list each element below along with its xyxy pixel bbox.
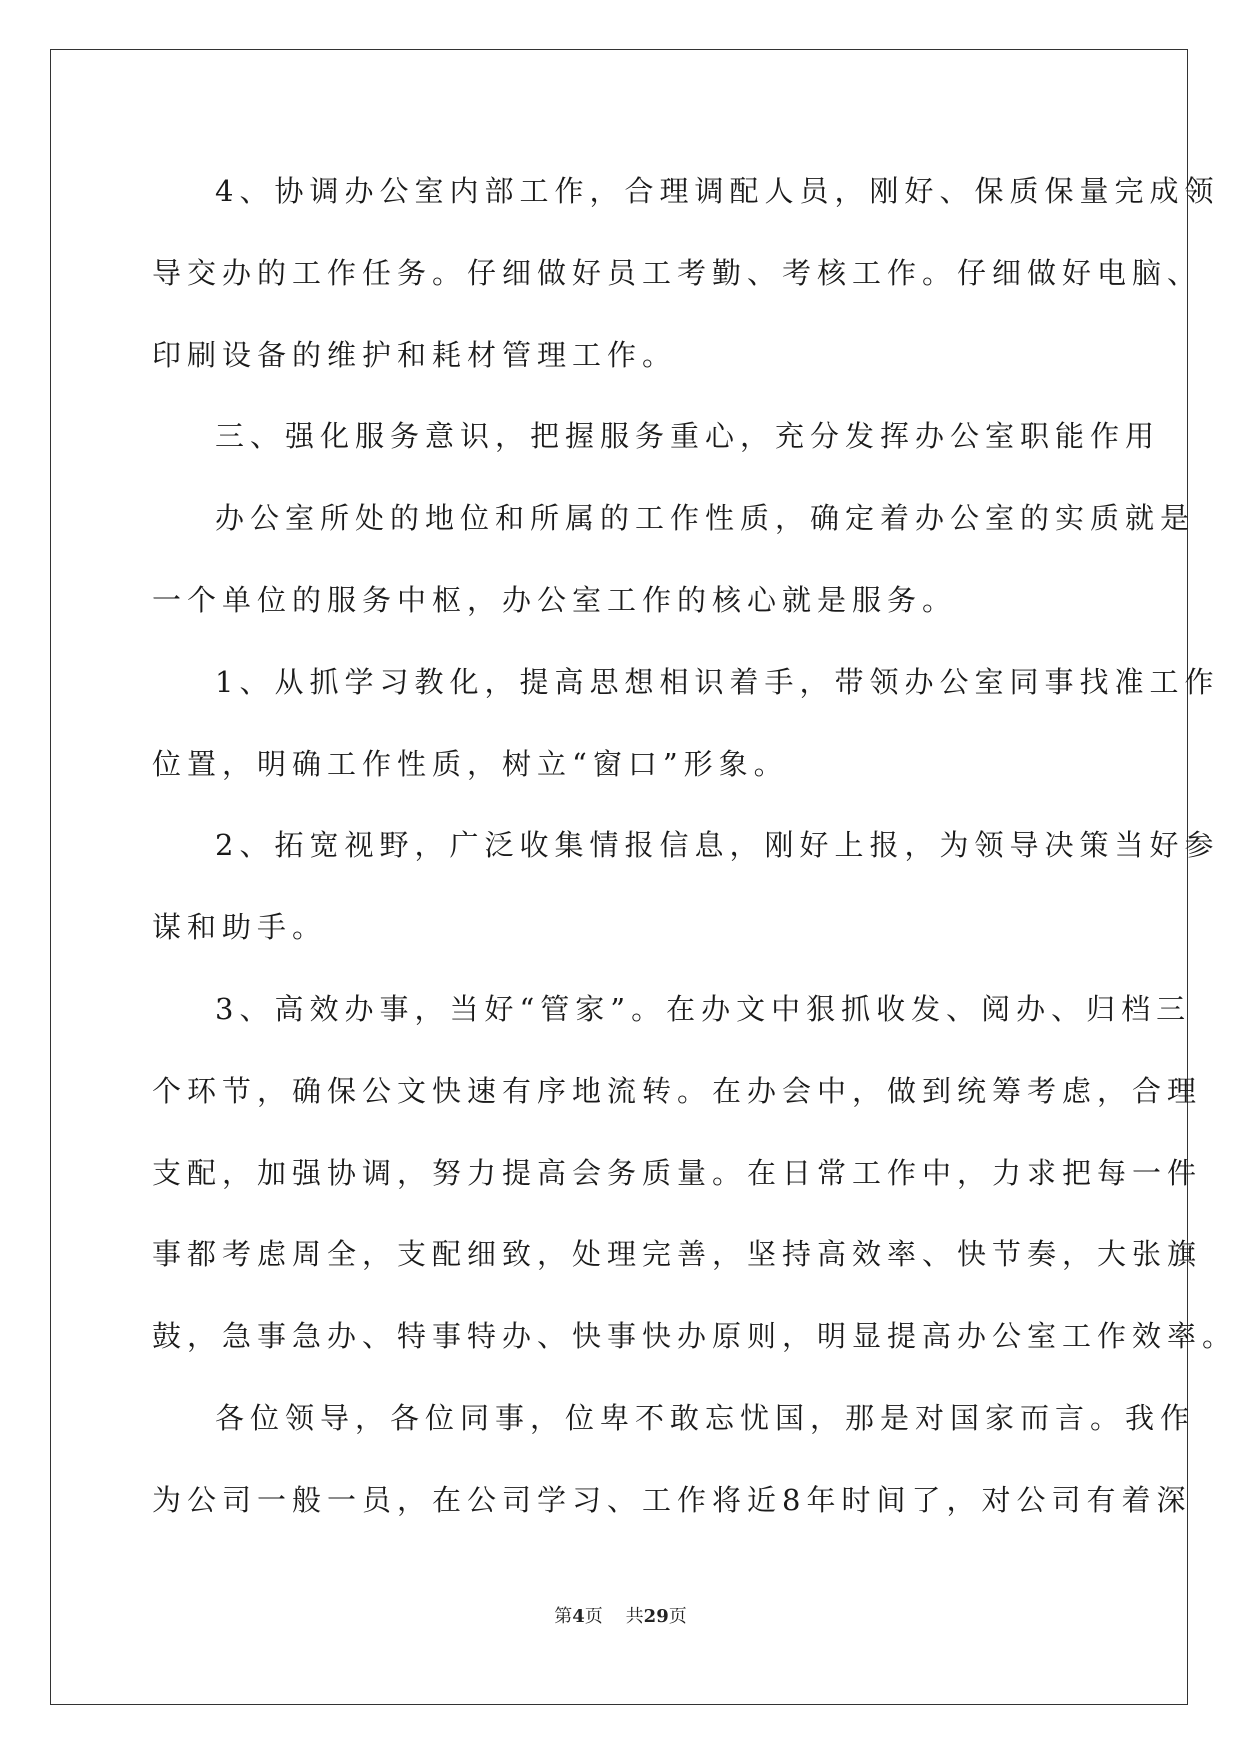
paragraph-line: 1、从抓学习教化，提高思想相识着手，带领办公室同事找准工作 xyxy=(215,664,1220,699)
total-prefix: 共 xyxy=(625,1606,644,1627)
paragraph-line: 一个单位的服务中枢，办公室工作的核心就是服务。 xyxy=(152,582,958,617)
paragraph-line: 为公司一般一员，在公司学习、工作将近8年时间了，对公司有着深 xyxy=(152,1482,1192,1517)
paragraph-line: 谋和助手。 xyxy=(152,910,328,945)
page-number: 4 xyxy=(572,1606,585,1627)
page-prefix: 第 xyxy=(554,1606,573,1627)
paragraph-line: 办公室所处的地位和所属的工作性质，确定着办公室的实质就是 xyxy=(215,501,1196,536)
paragraph-line: 位置，明确工作性质，树立“窗口”形象。 xyxy=(152,746,789,781)
total-pages: 29 xyxy=(643,1606,669,1627)
page-suffix: 页 xyxy=(584,1606,603,1627)
paragraph-line: 事都考虑周全，支配细致，处理完善，坚持高效率、快节奏，大张旗 xyxy=(152,1237,1203,1272)
paragraph-line: 个环节，确保公文快速有序地流转。在办会中，做到统筹考虑，合理 xyxy=(152,1073,1203,1108)
paragraph-line: 支配，加强协调，努力提高会务质量。在日常工作中，力求把每一件 xyxy=(152,1155,1203,1190)
page-number-footer xyxy=(0,1602,1241,1628)
paragraph-line: 各位领导，各位同事，位卑不敢忘忧国，那是对国家而言。我作 xyxy=(215,1400,1196,1435)
paragraph-line: 2、拓宽视野，广泛收集情报信息，刚好上报，为领导决策当好参 xyxy=(215,828,1220,863)
section-heading: 三、强化服务意识，把握服务重心，充分发挥办公室职能作用 xyxy=(215,419,1161,454)
paragraph-line: 印刷设备的维护和耗材管理工作。 xyxy=(152,337,678,372)
paragraph-line: 导交办的工作任务。仔细做好员工考勤、考核工作。仔细做好电脑、 xyxy=(152,255,1203,290)
paragraph-line: 鼓，急事急办、特事特办、快事快办原则，明显提高办公室工作效率。 xyxy=(152,1319,1238,1354)
document-body xyxy=(152,161,1238,1552)
paragraph-line: 4、协调办公室内部工作，合理调配人员，刚好、保质保量完成领 xyxy=(215,174,1220,208)
total-suffix: 页 xyxy=(668,1606,687,1627)
paragraph-line: 3、高效办事，当好“管家”。在办文中狠抓收发、阅办、归档三 xyxy=(215,991,1192,1026)
